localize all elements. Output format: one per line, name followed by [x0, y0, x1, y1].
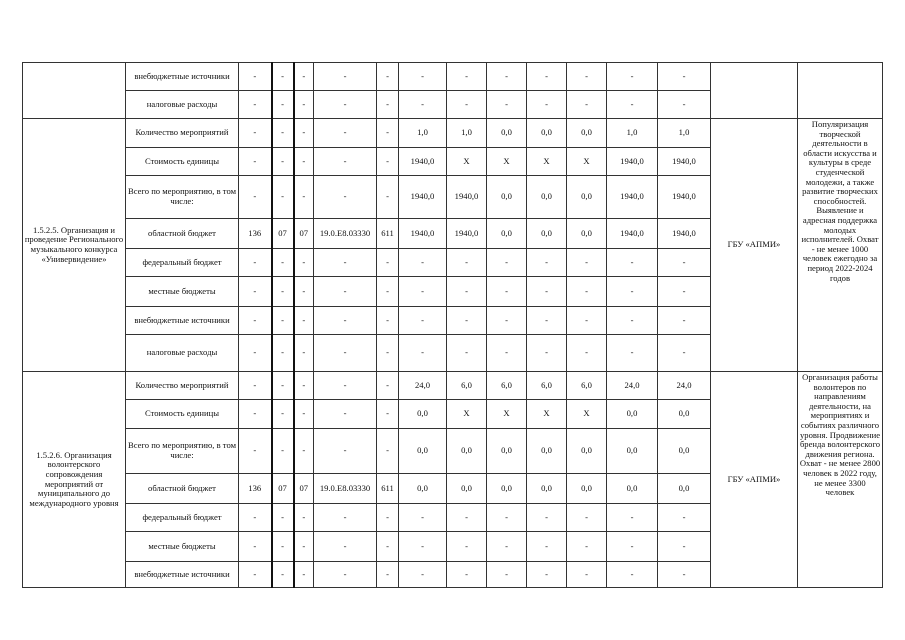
- value-cell: -: [607, 277, 658, 307]
- value-cell: 611: [377, 474, 399, 504]
- value-cell: -: [314, 562, 377, 588]
- value-cell: -: [272, 532, 294, 562]
- value-cell: 0,0: [487, 474, 527, 504]
- value-cell: -: [314, 148, 377, 176]
- value-cell: -: [294, 504, 314, 532]
- value-cell: -: [294, 335, 314, 372]
- value-cell: -: [447, 335, 487, 372]
- value-cell: -: [567, 63, 607, 91]
- value-cell: 07: [272, 474, 294, 504]
- value-cell: 24,0: [607, 372, 658, 400]
- value-cell: 1940,0: [607, 219, 658, 249]
- value-cell: 0,0: [607, 429, 658, 474]
- value-cell: 0,0: [399, 474, 447, 504]
- value-cell: -: [314, 91, 377, 119]
- value-cell: -: [239, 119, 272, 148]
- value-cell: -: [567, 91, 607, 119]
- value-cell: 136: [239, 474, 272, 504]
- value-cell: -: [377, 91, 399, 119]
- value-cell: -: [527, 91, 567, 119]
- row-label: внебюджетные источники: [126, 63, 239, 91]
- value-cell: -: [607, 504, 658, 532]
- value-cell: -: [314, 277, 377, 307]
- value-cell: -: [658, 504, 711, 532]
- value-cell: -: [377, 400, 399, 429]
- value-cell: 0,0: [447, 474, 487, 504]
- value-cell: 0,0: [567, 119, 607, 148]
- value-cell: -: [658, 532, 711, 562]
- value-cell: -: [314, 176, 377, 219]
- budget-table: [22, 62, 883, 588]
- measure-label: 1.5.2.6. Организация волонтерского сопровождения мероприятий от муниципального до международного уровня: [23, 372, 126, 588]
- value-cell: -: [399, 63, 447, 91]
- value-cell: -: [487, 562, 527, 588]
- row-label: Количество мероприятий: [126, 119, 239, 148]
- value-cell: -: [487, 307, 527, 335]
- value-cell: 0,0: [487, 176, 527, 219]
- value-cell: -: [447, 277, 487, 307]
- value-cell: -: [377, 176, 399, 219]
- value-cell: -: [272, 148, 294, 176]
- expected-result-cell: Популяризация творческой деятельности в области искусства и культуры в среде студенческой молодежи, а также развитие творческих способностей. Выявление и адресная поддержка молодых исполнителей. Охват - не менее 1000 человек ежегодно за период 2022-2024 годов: [798, 119, 883, 372]
- value-cell: 0,0: [527, 429, 567, 474]
- value-cell: -: [567, 249, 607, 277]
- value-cell: -: [399, 307, 447, 335]
- value-cell: -: [272, 429, 294, 474]
- value-cell: Х: [447, 400, 487, 429]
- value-cell: 1940,0: [447, 176, 487, 219]
- value-cell: -: [239, 91, 272, 119]
- value-cell: -: [314, 249, 377, 277]
- value-cell: -: [294, 119, 314, 148]
- value-cell: 0,0: [487, 219, 527, 249]
- value-cell: 24,0: [658, 372, 711, 400]
- value-cell: -: [487, 532, 527, 562]
- value-cell: 1940,0: [399, 219, 447, 249]
- value-cell: 0,0: [527, 474, 567, 504]
- value-cell: -: [272, 400, 294, 429]
- value-cell: -: [272, 63, 294, 91]
- value-cell: 1940,0: [658, 148, 711, 176]
- value-cell: -: [377, 504, 399, 532]
- row-label: федеральный бюджет: [126, 249, 239, 277]
- value-cell: -: [239, 63, 272, 91]
- value-cell: 1940,0: [658, 219, 711, 249]
- value-cell: -: [399, 532, 447, 562]
- row-label: областной бюджет: [126, 474, 239, 504]
- value-cell: -: [399, 249, 447, 277]
- value-cell: -: [377, 429, 399, 474]
- value-cell: 0,0: [487, 429, 527, 474]
- value-cell: -: [294, 429, 314, 474]
- value-cell: -: [314, 400, 377, 429]
- value-cell: 19.0.Е8.03330: [314, 474, 377, 504]
- value-cell: 07: [294, 219, 314, 249]
- value-cell: -: [377, 562, 399, 588]
- row-label: Всего по мероприятию, в том числе:: [126, 176, 239, 219]
- value-cell: -: [377, 63, 399, 91]
- value-cell: -: [294, 176, 314, 219]
- value-cell: -: [447, 532, 487, 562]
- value-cell: -: [377, 307, 399, 335]
- value-cell: 0,0: [567, 176, 607, 219]
- value-cell: -: [658, 277, 711, 307]
- value-cell: -: [527, 335, 567, 372]
- value-cell: -: [294, 562, 314, 588]
- row-label: Количество мероприятий: [126, 372, 239, 400]
- value-cell: -: [487, 335, 527, 372]
- value-cell: 0,0: [487, 119, 527, 148]
- value-cell: -: [377, 372, 399, 400]
- value-cell: -: [658, 63, 711, 91]
- value-cell: 1940,0: [607, 176, 658, 219]
- value-cell: -: [272, 119, 294, 148]
- value-cell: -: [399, 91, 447, 119]
- value-cell: -: [272, 277, 294, 307]
- value-cell: -: [399, 277, 447, 307]
- value-cell: -: [239, 504, 272, 532]
- value-cell: -: [658, 562, 711, 588]
- value-cell: 07: [272, 219, 294, 249]
- value-cell: -: [447, 504, 487, 532]
- value-cell: 0,0: [607, 474, 658, 504]
- value-cell: -: [294, 148, 314, 176]
- value-cell: 0,0: [567, 219, 607, 249]
- value-cell: 0,0: [567, 429, 607, 474]
- value-cell: -: [567, 307, 607, 335]
- value-cell: -: [294, 249, 314, 277]
- value-cell: 1940,0: [607, 148, 658, 176]
- row-label: Стоимость единицы: [126, 400, 239, 429]
- executor-cell: ГБУ «АПМИ»: [711, 372, 798, 588]
- value-cell: -: [527, 249, 567, 277]
- value-cell: 07: [294, 474, 314, 504]
- value-cell: -: [399, 504, 447, 532]
- value-cell: -: [607, 63, 658, 91]
- value-cell: -: [527, 307, 567, 335]
- value-cell: -: [239, 277, 272, 307]
- row-label: местные бюджеты: [126, 532, 239, 562]
- value-cell: -: [294, 532, 314, 562]
- value-cell: -: [658, 91, 711, 119]
- value-cell: 611: [377, 219, 399, 249]
- value-cell: -: [527, 562, 567, 588]
- value-cell: -: [567, 277, 607, 307]
- value-cell: -: [294, 63, 314, 91]
- value-cell: -: [567, 504, 607, 532]
- executor-cell: ГБУ «АПМИ»: [711, 119, 798, 372]
- row-label: местные бюджеты: [126, 277, 239, 307]
- row-label: областной бюджет: [126, 219, 239, 249]
- value-cell: -: [294, 91, 314, 119]
- value-cell: 6,0: [567, 372, 607, 400]
- value-cell: -: [607, 249, 658, 277]
- value-cell: -: [399, 562, 447, 588]
- value-cell: -: [377, 249, 399, 277]
- value-cell: -: [447, 307, 487, 335]
- value-cell: -: [527, 532, 567, 562]
- value-cell: -: [294, 307, 314, 335]
- value-cell: -: [272, 372, 294, 400]
- value-cell: -: [239, 249, 272, 277]
- value-cell: 6,0: [527, 372, 567, 400]
- value-cell: -: [314, 307, 377, 335]
- value-cell: -: [447, 91, 487, 119]
- value-cell: -: [658, 335, 711, 372]
- value-cell: 1,0: [399, 119, 447, 148]
- value-cell: -: [272, 562, 294, 588]
- table-row: [23, 63, 883, 91]
- value-cell: -: [607, 91, 658, 119]
- value-cell: -: [239, 400, 272, 429]
- value-cell: -: [239, 429, 272, 474]
- value-cell: 1940,0: [399, 148, 447, 176]
- value-cell: 0,0: [447, 429, 487, 474]
- value-cell: 0,0: [658, 429, 711, 474]
- value-cell: -: [567, 562, 607, 588]
- value-cell: -: [487, 504, 527, 532]
- row-label: Всего по мероприятию, в том числе:: [126, 429, 239, 474]
- value-cell: 6,0: [487, 372, 527, 400]
- value-cell: 1940,0: [447, 219, 487, 249]
- executor-cell: [711, 63, 798, 119]
- value-cell: 0,0: [607, 400, 658, 429]
- value-cell: -: [272, 335, 294, 372]
- value-cell: 1940,0: [658, 176, 711, 219]
- value-cell: -: [314, 119, 377, 148]
- row-label: Стоимость единицы: [126, 148, 239, 176]
- value-cell: -: [377, 532, 399, 562]
- row-label: внебюджетные источники: [126, 307, 239, 335]
- value-cell: Х: [567, 148, 607, 176]
- row-label: федеральный бюджет: [126, 504, 239, 532]
- value-cell: -: [239, 562, 272, 588]
- value-cell: -: [377, 148, 399, 176]
- table-row: [23, 119, 883, 148]
- measure-label: 1.5.2.5. Организация и проведение Регионального музыкального конкурса «Универвидение»: [23, 119, 126, 372]
- value-cell: -: [239, 176, 272, 219]
- value-cell: -: [294, 277, 314, 307]
- value-cell: -: [658, 307, 711, 335]
- value-cell: -: [314, 372, 377, 400]
- value-cell: 0,0: [527, 119, 567, 148]
- value-cell: -: [527, 504, 567, 532]
- value-cell: -: [527, 63, 567, 91]
- value-cell: -: [567, 532, 607, 562]
- value-cell: -: [607, 562, 658, 588]
- value-cell: -: [447, 249, 487, 277]
- value-cell: 6,0: [447, 372, 487, 400]
- value-cell: -: [447, 562, 487, 588]
- value-cell: Х: [527, 148, 567, 176]
- value-cell: -: [377, 119, 399, 148]
- value-cell: -: [487, 63, 527, 91]
- value-cell: 19.0.Е8.03330: [314, 219, 377, 249]
- table-row: [23, 372, 883, 400]
- value-cell: -: [294, 372, 314, 400]
- value-cell: 1940,0: [399, 176, 447, 219]
- value-cell: 0,0: [567, 474, 607, 504]
- value-cell: -: [607, 307, 658, 335]
- value-cell: -: [399, 335, 447, 372]
- value-cell: Х: [487, 400, 527, 429]
- value-cell: -: [607, 532, 658, 562]
- value-cell: 24,0: [399, 372, 447, 400]
- row-label: налоговые расходы: [126, 335, 239, 372]
- value-cell: 0,0: [658, 474, 711, 504]
- value-cell: -: [658, 249, 711, 277]
- expected-result-cell: Организация работы волонтеров по направлениям деятельности, на мероприятиях и событиях различного уровня. Продвижение бренда волонтерского движения региона. Охват - не менее 2800 человек в 2022 году, не менее 3300 человек: [798, 372, 883, 588]
- value-cell: Х: [527, 400, 567, 429]
- value-cell: -: [567, 335, 607, 372]
- value-cell: -: [239, 307, 272, 335]
- value-cell: -: [487, 91, 527, 119]
- value-cell: 136: [239, 219, 272, 249]
- value-cell: -: [314, 63, 377, 91]
- value-cell: -: [272, 307, 294, 335]
- value-cell: -: [487, 249, 527, 277]
- value-cell: -: [239, 532, 272, 562]
- value-cell: Х: [447, 148, 487, 176]
- value-cell: -: [239, 372, 272, 400]
- value-cell: 0,0: [527, 219, 567, 249]
- value-cell: 1,0: [658, 119, 711, 148]
- value-cell: -: [239, 335, 272, 372]
- value-cell: 1,0: [447, 119, 487, 148]
- value-cell: -: [377, 277, 399, 307]
- row-label: внебюджетные источники: [126, 562, 239, 588]
- measure-label: [23, 63, 126, 119]
- value-cell: -: [447, 63, 487, 91]
- value-cell: -: [314, 429, 377, 474]
- expected-result-cell: [798, 63, 883, 119]
- value-cell: Х: [487, 148, 527, 176]
- value-cell: -: [272, 91, 294, 119]
- value-cell: -: [294, 400, 314, 429]
- value-cell: -: [314, 335, 377, 372]
- value-cell: 0,0: [658, 400, 711, 429]
- value-cell: 0,0: [399, 429, 447, 474]
- value-cell: -: [314, 532, 377, 562]
- value-cell: -: [272, 504, 294, 532]
- value-cell: -: [607, 335, 658, 372]
- row-label: налоговые расходы: [126, 91, 239, 119]
- value-cell: -: [377, 335, 399, 372]
- value-cell: -: [272, 176, 294, 219]
- value-cell: -: [272, 249, 294, 277]
- value-cell: Х: [567, 400, 607, 429]
- value-cell: 1,0: [607, 119, 658, 148]
- value-cell: -: [527, 277, 567, 307]
- value-cell: -: [314, 504, 377, 532]
- value-cell: 0,0: [399, 400, 447, 429]
- value-cell: -: [239, 148, 272, 176]
- value-cell: 0,0: [527, 176, 567, 219]
- value-cell: -: [487, 277, 527, 307]
